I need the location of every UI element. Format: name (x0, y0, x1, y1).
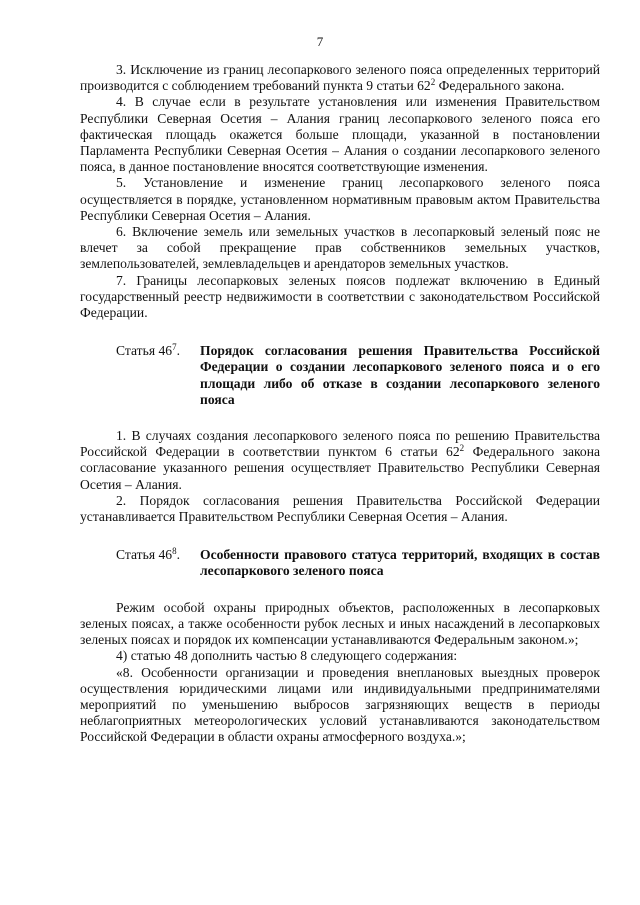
paragraph-tail: Федерального закона согласование указанного решения осуществляет Правительство Республики Северная Осетия – Алания. (80, 444, 600, 492)
document-body (80, 62, 600, 746)
paragraph-7: 7. Границы лесопарковых зеленых поясов подлежат включению в Единый государственный реестр недвижимости в соответствии с законодательством Российской Федерации. (80, 272, 600, 321)
superscript: 2 (430, 77, 436, 88)
article-46-8-text: Режим особой охраны природных объектов, расположенных в лесопарковых зеленых поясах, а также особенности рубок лесных и иных насаждений в лесопарковых зеленых поясах и порядок их компенсации устанавливаются Федеральным законом.»; (80, 599, 600, 648)
article-label: Статья 46 (116, 547, 173, 563)
page-number: 7 (316, 34, 324, 49)
paragraph-text: 1. В случаях создания лесопаркового зеленого пояса по решению Правительства Российской Федерации в соответствии пунктом 6 статьи 62 (80, 428, 600, 460)
article-46-8-heading (80, 547, 600, 579)
paragraph-tail: Федерального закона. (435, 78, 565, 94)
paragraph-5: 5. Установление и изменение границ лесопаркового зеленого пояса осуществляется в порядке, установленном нормативным правовым актом Правительства Республики Северная Осетия – Алания. (80, 175, 600, 223)
article-46-7-heading (80, 343, 600, 408)
article-title: Особенности правового статуса территорий, входящих в состав лесопаркового зеленого пояса (200, 547, 600, 579)
superscript: 2 (459, 443, 465, 454)
article-number (80, 343, 200, 408)
article-label: Статья 46 (116, 343, 173, 359)
article-number (80, 547, 200, 579)
superscript: 7 (172, 342, 177, 353)
article-48-part-8: «8. Особенности организации и проведения внеплановых выездных проверок осуществления юридическими лицами или индивидуальными предпринимателями мероприятий по уменьшению выбросов загрязняющих веществ в периоды неблагоприятных метеорологических условий устанавливаются законодательством Российской Федерации в области охраны атмосферного воздуха.»; (80, 664, 600, 745)
article-46-7-part-2: 2. Порядок согласования решения Правительства Российской Федерации устанавливается Правительством Республики Северная Осетия – Алания. (80, 492, 600, 525)
paragraph-4: 4. В случае если в результате установления или изменения Правительством Республики Северная Осетия – Алания границ лесопаркового зеленого пояса его фактическая площадь окажется больше площади, указанной в постановлении Парламента Республики Северная Осетия – Алания о создании лесопаркового зеленого пояса, в данное постановление вносятся соответствующие изменения. (80, 94, 600, 175)
paragraph-3 (80, 62, 600, 94)
article-dot: . (176, 547, 180, 563)
article-46-7-part-1 (80, 428, 600, 493)
article-title: Порядок согласования решения Правительства Российской Федерации о создании лесопаркового зеленого пояса и о его площади либо об отказе в создании лесопаркового зеленого пояса (200, 343, 600, 407)
paragraph-6: 6. Включение земель или земельных участков в лесопарковый зеленый пояс не влечет за собой прекращение прав собственников земельных участков, землепользователей, землевладельцев и арендаторов земельных участков. (80, 224, 600, 272)
amendment-4: 4) статью 48 дополнить частью 8 следующего содержания: (116, 648, 458, 664)
paragraph-text: 3. Исключение из границ лесопаркового зеленого пояса определенных территорий производится с соблюдением требований пункта 9 статьи 62 (80, 62, 600, 94)
superscript: 8 (172, 546, 177, 557)
article-dot: . (176, 343, 180, 359)
